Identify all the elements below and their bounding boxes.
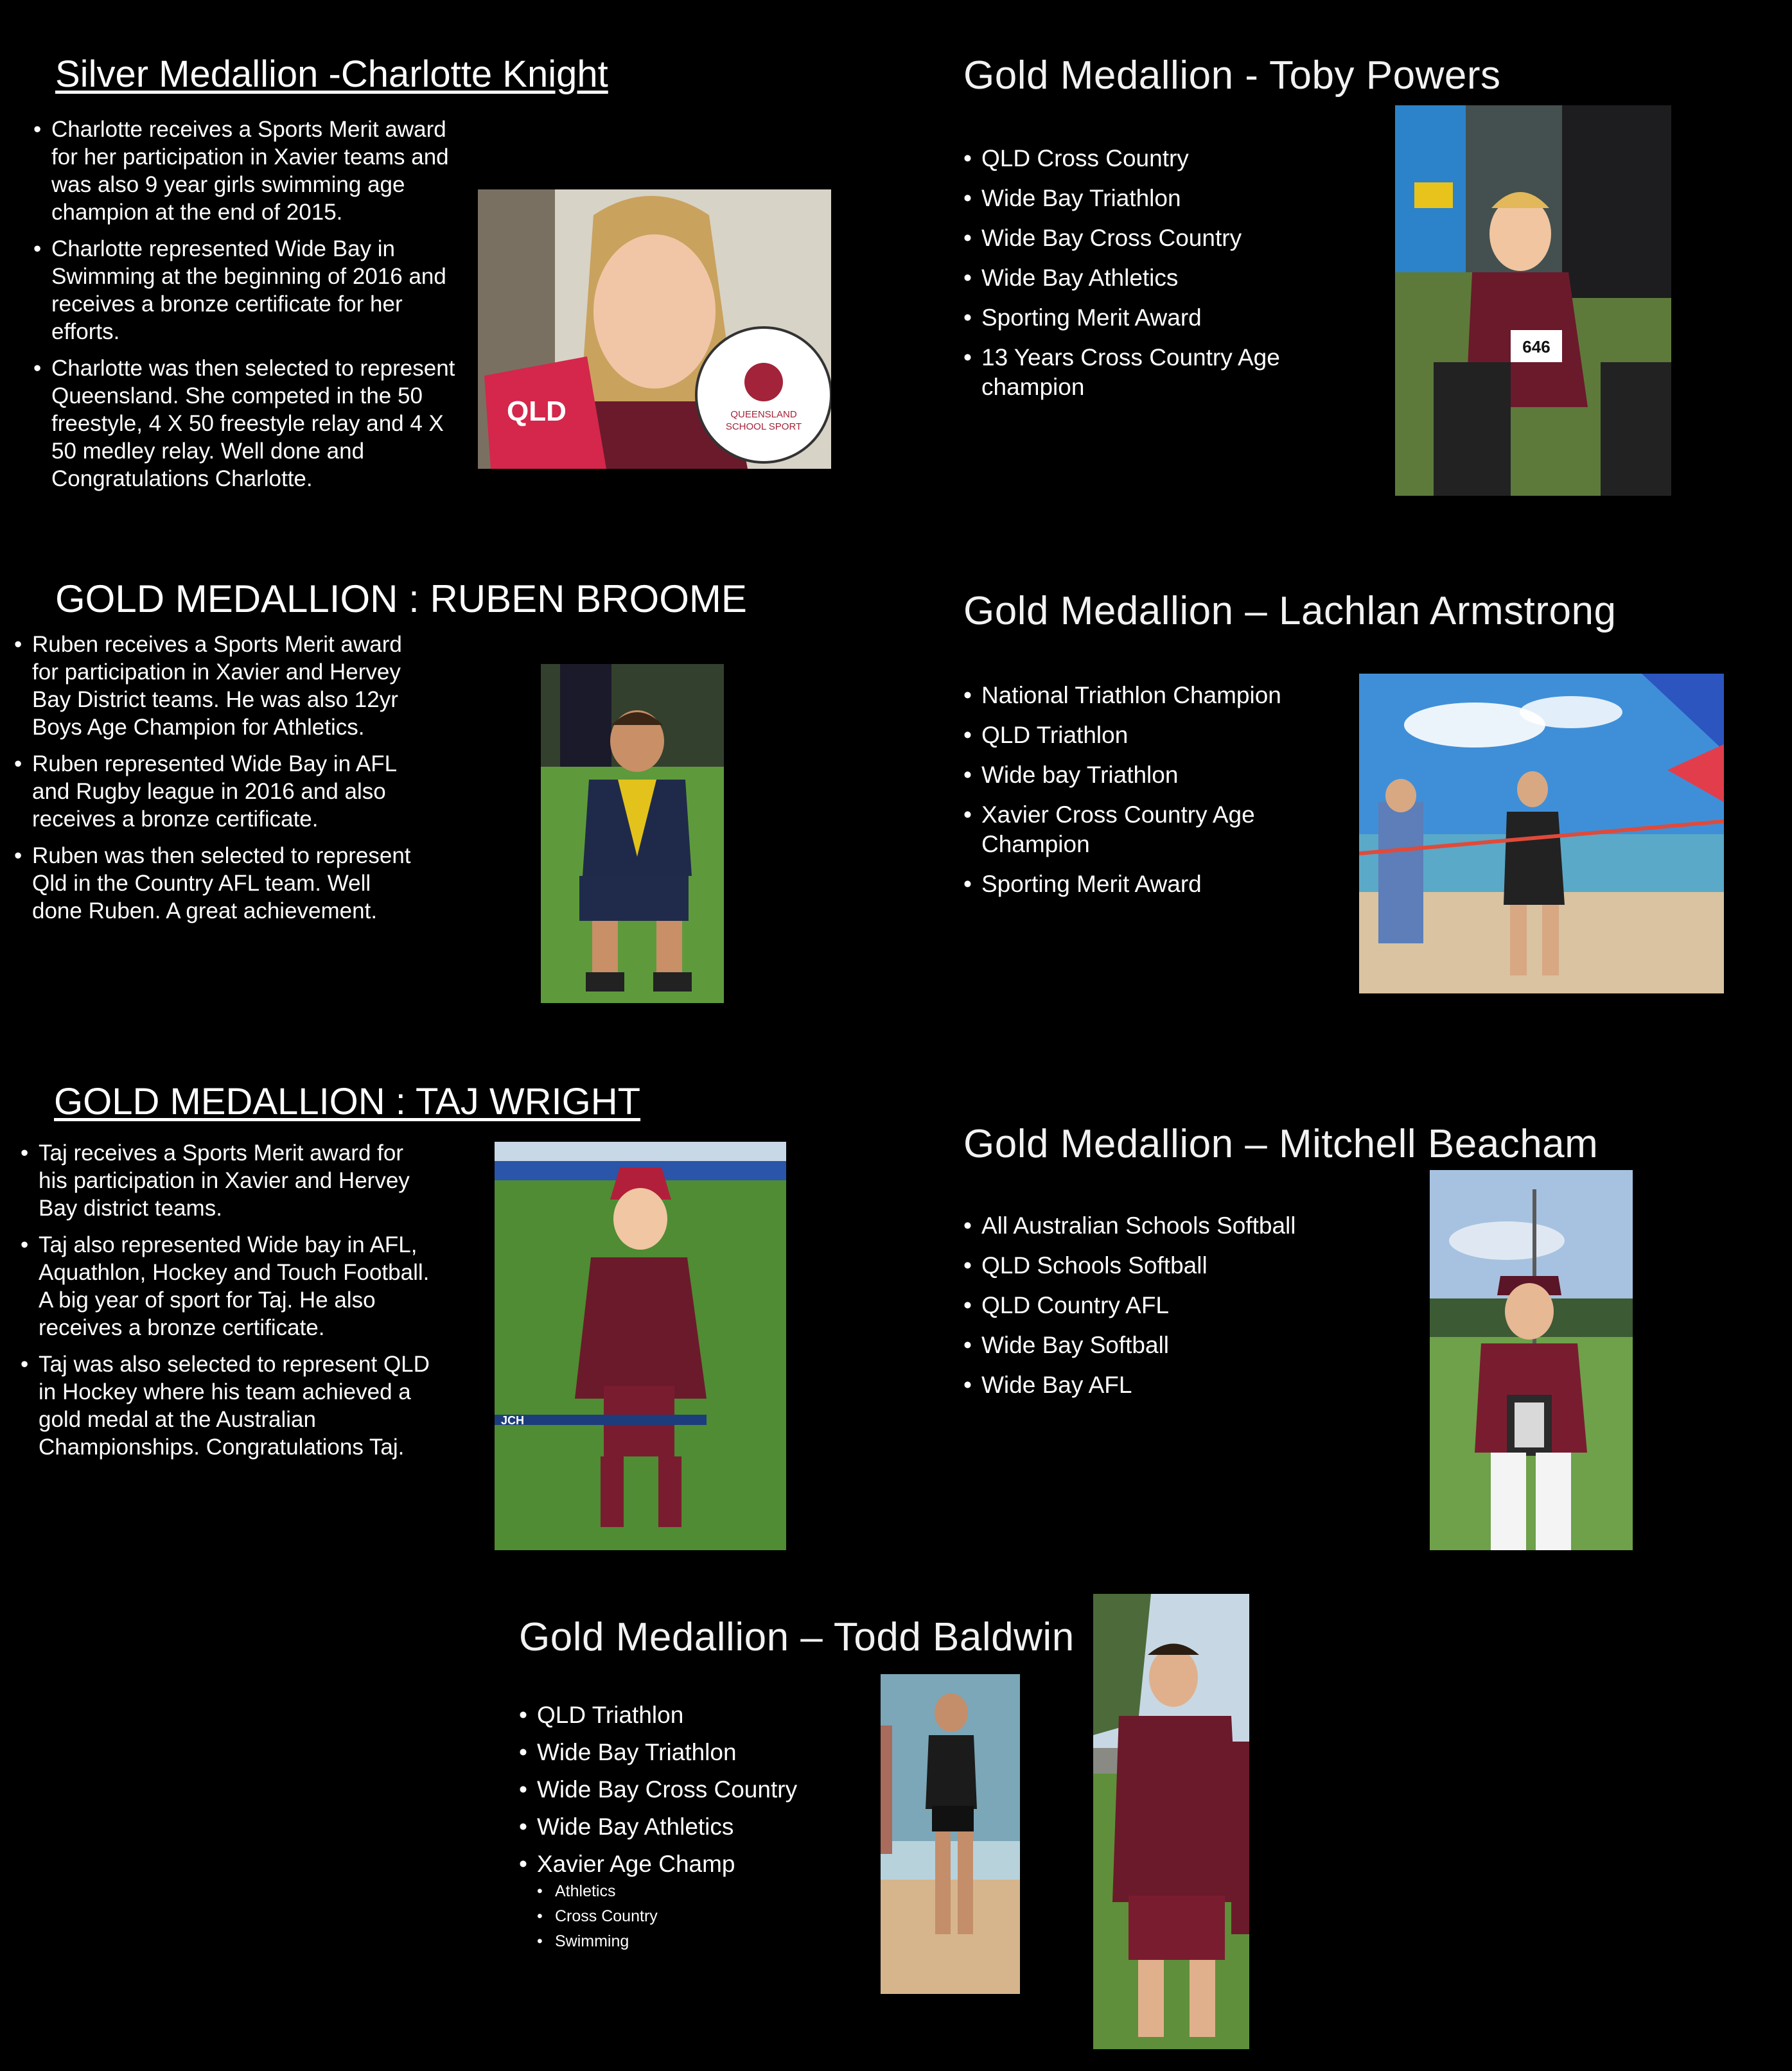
toby-title: Gold Medallion - Toby Powers [963,53,1501,98]
logo-line2: SCHOOL SPORT [725,421,802,432]
todd-photo-beach [881,1674,1020,1994]
lachlan-bullet-1: • National Triathlon Champion [963,681,1336,710]
toby-bullet-1: • QLD Cross Country [963,144,1362,173]
todd-bullet-5-text: Xavier Age Champ [537,1851,735,1877]
taj-bullets [21,1139,438,1470]
toby-bullet-2: • Wide Bay Triathlon [963,184,1362,213]
taj-bullet-1: • Taj receives a Sports Merit award for his participation in Xavier and Hervey Bay district teams. [21,1139,438,1222]
todd-bullet-5 [519,1849,853,1954]
ruben-title: GOLD MEDALLION : RUBEN BROOME [55,577,747,620]
stick-text: JCH [501,1414,525,1427]
mitchell-title: Gold Medallion – Mitchell Beacham [963,1122,1599,1166]
charlotte-bullet-1: • Charlotte receives a Sports Merit award for her participation in Xavier teams and was also 9 year girls swimming age champion at the end of 2015. [33,116,470,226]
todd-bullet-3: • Wide Bay Cross Country [519,1775,853,1804]
charlotte-bullet-3: • Charlotte was then selected to represent Queensland. She competed in the 50 freestyle, 4 X 50 freestyle relay and 4 X 50 medley relay. Well done and Congratulations Charlotte. [33,354,470,493]
taj-title: GOLD MEDALLION : TAJ WRIGHT [54,1081,641,1123]
todd-bullet-2: • Wide Bay Triathlon [519,1738,853,1767]
mitchell-bullet-3: • QLD Country AFL [963,1291,1413,1320]
charlotte-title: Silver Medallion -Charlotte Knight [55,53,608,95]
todd-sub-bullet-1: • Athletics [537,1879,853,1904]
lachlan-bullet-2: • QLD Triathlon [963,721,1336,750]
ruben-bullet-1: • Ruben receives a Sports Merit award for participation in Xavier and Hervey Bay District teams. He was also 12yr Boys Age Champion for Athletics. [14,631,419,741]
mitchell-bullets [963,1211,1413,1410]
taj-bullet-3: • Taj was also selected to represent QLD in Hockey where his team achieved a gold medal at the Australian Championships. Congratulations Taj. [21,1350,438,1461]
lachlan-bullets [963,681,1336,909]
lachlan-photo [1359,674,1724,993]
lachlan-bullet-3: • Wide bay Triathlon [963,760,1336,790]
mitchell-bullet-5: • Wide Bay AFL [963,1370,1413,1400]
charlotte-bullets [33,116,470,502]
ruben-bullet-2: • Ruben represented Wide Bay in AFL and Rugby league in 2016 and also receives a bronze certificate. [14,750,419,833]
todd-sub-bullet-3: • Swimming [537,1929,853,1954]
todd-bullet-4: • Wide Bay Athletics [519,1812,853,1842]
charlotte-photo [478,189,831,469]
ruben-bullet-3: • Ruben was then selected to represent Qld in the Country AFL team. Well done Ruben. A great achievement. [14,842,419,925]
mitchell-bullet-4: • Wide Bay Softball [963,1331,1413,1360]
todd-bullet-1: • QLD Triathlon [519,1700,853,1730]
todd-bullets [519,1700,853,1954]
toby-bullet-3: • Wide Bay Cross Country [963,223,1362,253]
bib-number: 646 [1522,337,1550,356]
todd-sub-bullet-2: • Cross Country [537,1904,853,1929]
mitchell-bullet-2: • QLD Schools Softball [963,1251,1413,1280]
lachlan-bullet-5: • Sporting Merit Award [963,869,1336,899]
todd-sub-bullets [537,1879,853,1954]
mitchell-bullet-1: • All Australian Schools Softball [963,1211,1413,1241]
mitchell-photo [1430,1170,1633,1550]
toby-bullet-5: • Sporting Merit Award [963,303,1362,333]
toby-bullet-4: • Wide Bay Athletics [963,263,1362,293]
cap-text: QLD [507,396,567,427]
ruben-bullets [14,631,419,934]
lachlan-bullet-4: • Xavier Cross Country Age Champion [963,800,1336,859]
logo-line1: QUEENSLAND [730,409,797,420]
todd-photo-field [1093,1594,1249,2049]
todd-title: Gold Medallion – Todd Baldwin [519,1615,1075,1659]
taj-bullet-2: • Taj also represented Wide bay in AFL, Aquathlon, Hockey and Touch Football. A big year of sport for Taj. He also receives a bronze certificate. [21,1231,438,1341]
ruben-photo [541,664,724,1003]
toby-bullet-6: • 13 Years Cross Country Age champion [963,343,1362,402]
toby-photo [1395,105,1671,496]
taj-photo [495,1142,786,1550]
lachlan-title: Gold Medallion – Lachlan Armstrong [963,589,1617,633]
toby-bullets [963,144,1362,412]
charlotte-bullet-2: • Charlotte represented Wide Bay in Swimming at the beginning of 2016 and receives a bronze certificate for her efforts. [33,235,470,345]
